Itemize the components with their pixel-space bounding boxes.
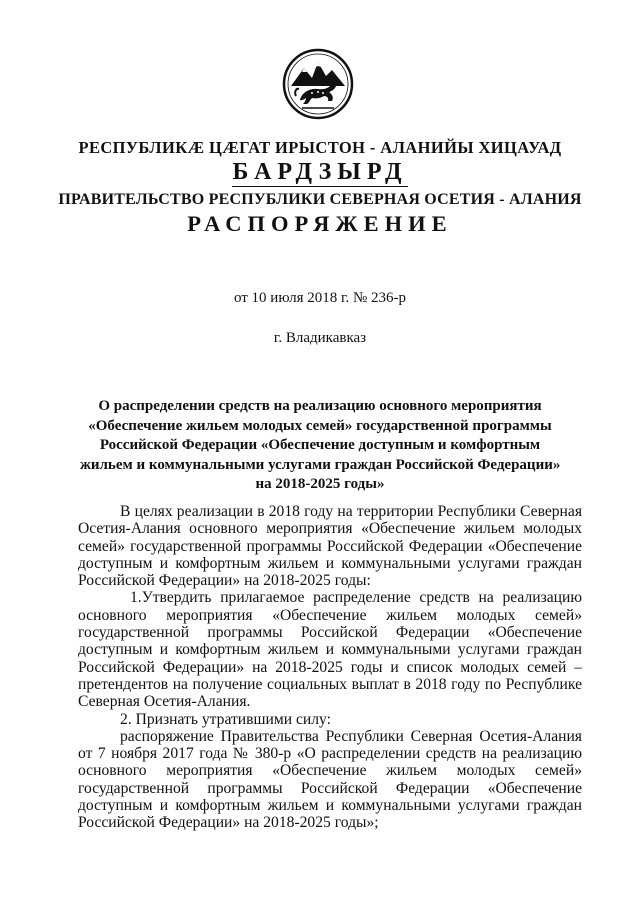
body-line: доступным и комфортным жильем и коммунальными услугами граждан (78, 797, 582, 815)
body-line: основного мероприятия «Обеспечение жильем молодых семей» (78, 606, 582, 624)
body-line: Осетия-Алания основного мероприятия «Обеспечение жильем молодых (78, 520, 582, 538)
body-line: 2. Признать утратившими силу: (120, 710, 331, 728)
body-line: Российской Федерации» на 2018-2025 годы и список молодых семей – (78, 658, 582, 676)
body-line: претендентов на получение социальных выплат в 2018 году по Республике (78, 675, 582, 693)
title-line: жильем и коммунальными услугами граждан Российской Федерации» (80, 456, 561, 473)
document-date-number: от 10 июля 2018 г. № 236-р (233, 290, 407, 306)
document-body (78, 503, 582, 832)
document-type-heading: РАСПОРЯЖЕНИЕ (187, 211, 453, 236)
body-line: государственной программы Российской Федерации «Обеспечение (78, 624, 582, 642)
body-line: распоряжение Правительства Республики Северная Осетия-Алания (120, 727, 582, 745)
body-line: доступным и комфортным жильем и коммунальными услугами граждан (78, 554, 582, 572)
body-line: основного мероприятия «Обеспечение жильем молодых семей» (78, 762, 582, 780)
title-line: О распределении средств на реализацию основного мероприятия (98, 398, 542, 414)
header-ossetian-line: РЕСПУБЛИКӔ ЦӔГАТ ИРЫСТОН - АЛАНИЙЫ ХИЦАУАД (78, 138, 562, 157)
title-line: на 2018-2025 годы» (255, 476, 385, 492)
body-line: семей» государственной программы Российской Федерации «Обеспечение (78, 537, 582, 555)
document-city: г. Владикавказ (273, 330, 367, 346)
body-line: Северная Осетия-Алания. (78, 693, 251, 711)
body-line: В целях реализации в 2018 году на территории Республики Северная (120, 503, 582, 520)
title-line: Российской Федерации «Обеспечение доступным и комфортным (99, 437, 541, 453)
body-line: Российской Федерации» на 2018-2025 годы»; (78, 814, 379, 832)
body-line: государственной программы Российской Федерации «Обеспечение (78, 779, 582, 797)
body-line: от 7 ноября 2017 года № 380-р «О распределении средств на реализацию (78, 745, 582, 763)
title-line: «Обеспечение жильем молодых семей» государственной программы (88, 417, 552, 434)
body-line: Российской Федерации» на 2018-2025 годы: (78, 572, 371, 590)
coat-of-arms-icon (282, 48, 354, 120)
header-government-line: ПРАВИТЕЛЬСТВО РЕСПУБЛИКИ СЕВЕРНАЯ ОСЕТИЯ - АЛАНИЯ (58, 191, 582, 208)
header-divider (232, 186, 408, 187)
header-bardzyrd: БАРДЗЫРД (232, 159, 408, 185)
body-line: 1.Утвердить прилагаемое распределение средств на реализацию (130, 589, 582, 607)
body-line: доступным и комфортным жильем и коммунальными услугами граждан (78, 641, 582, 659)
document-title (80, 397, 560, 495)
